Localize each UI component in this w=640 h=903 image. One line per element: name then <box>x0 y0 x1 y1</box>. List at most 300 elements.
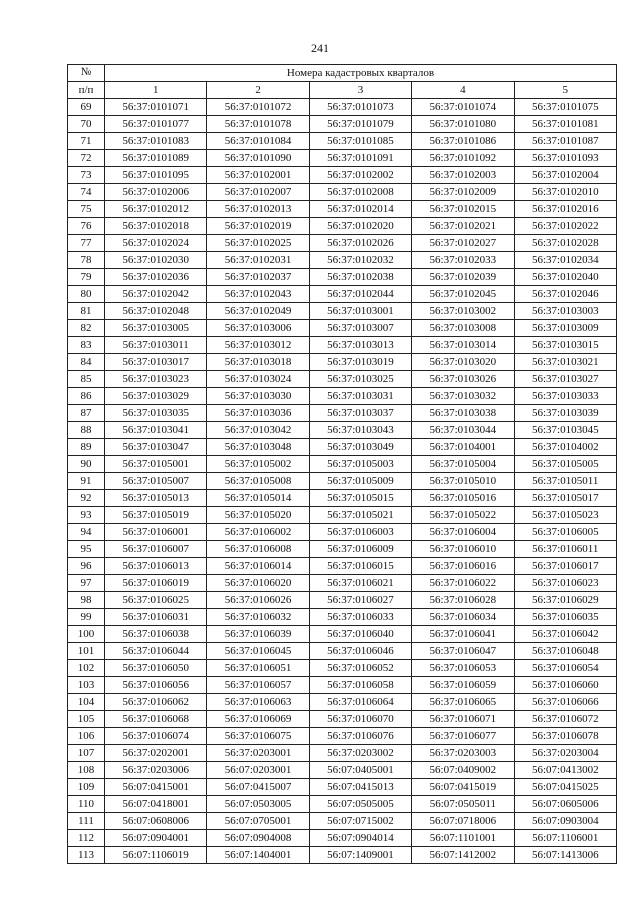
row-number-cell: 70 <box>68 116 105 133</box>
table-row <box>68 422 617 439</box>
cadastral-number-cell: 56:37:0106023 <box>514 575 616 592</box>
cadastral-number-cell: 56:37:0106015 <box>309 558 411 575</box>
cadastral-number-cell: 56:07:0418001 <box>105 796 207 813</box>
cadastral-number-cell: 56:37:0106032 <box>207 609 309 626</box>
cadastral-number-cell: 56:37:0102018 <box>105 218 207 235</box>
row-number-cell: 103 <box>68 677 105 694</box>
cadastral-number-cell: 56:37:0102004 <box>514 167 616 184</box>
row-number-cell: 107 <box>68 745 105 762</box>
cadastral-number-cell: 56:37:0102046 <box>514 286 616 303</box>
cadastral-number-cell: 56:37:0106001 <box>105 524 207 541</box>
cadastral-number-cell: 56:37:0103048 <box>207 439 309 456</box>
header-title: Номера кадастровых кварталов <box>105 65 617 82</box>
table-row <box>68 626 617 643</box>
cadastral-number-cell: 56:37:0106008 <box>207 541 309 558</box>
cadastral-number-cell: 56:37:0106028 <box>412 592 514 609</box>
cadastral-number-cell: 56:37:0106040 <box>309 626 411 643</box>
cadastral-number-cell: 56:37:0103037 <box>309 405 411 422</box>
cadastral-number-cell: 56:37:0106063 <box>207 694 309 711</box>
cadastral-number-cell: 56:37:0102002 <box>309 167 411 184</box>
cadastral-number-cell: 56:37:0102030 <box>105 252 207 269</box>
cadastral-number-cell: 56:37:0103009 <box>514 320 616 337</box>
cadastral-number-cell: 56:37:0101084 <box>207 133 309 150</box>
cadastral-number-cell: 56:37:0101072 <box>207 99 309 116</box>
table-row <box>68 320 617 337</box>
cadastral-number-cell: 56:37:0105008 <box>207 473 309 490</box>
table-row <box>68 303 617 320</box>
row-number-cell: 95 <box>68 541 105 558</box>
cadastral-number-cell: 56:37:0106070 <box>309 711 411 728</box>
cadastral-number-cell: 56:37:0103023 <box>105 371 207 388</box>
cadastral-number-cell: 56:37:0106058 <box>309 677 411 694</box>
row-number-cell: 76 <box>68 218 105 235</box>
cadastral-number-cell: 56:37:0103043 <box>309 422 411 439</box>
cadastral-number-cell: 56:37:0106051 <box>207 660 309 677</box>
table-row <box>68 99 617 116</box>
cadastral-number-cell: 56:37:0106047 <box>412 643 514 660</box>
cadastral-number-cell: 56:37:0103001 <box>309 303 411 320</box>
cadastral-number-cell: 56:07:0505011 <box>412 796 514 813</box>
cadastral-number-cell: 56:07:1106019 <box>105 847 207 864</box>
header-row-columns <box>68 82 617 99</box>
table-row <box>68 456 617 473</box>
cadastral-number-cell: 56:37:0102039 <box>412 269 514 286</box>
cadastral-number-cell: 56:37:0103047 <box>105 439 207 456</box>
table-row <box>68 235 617 252</box>
cadastral-number-cell: 56:37:0102024 <box>105 235 207 252</box>
row-number-cell: 113 <box>68 847 105 864</box>
cadastral-number-cell: 56:37:0106010 <box>412 541 514 558</box>
cadastral-number-cell: 56:37:0106009 <box>309 541 411 558</box>
cadastral-number-cell: 56:37:0102006 <box>105 184 207 201</box>
cadastral-number-cell: 56:37:0106021 <box>309 575 411 592</box>
cadastral-number-cell: 56:37:0103021 <box>514 354 616 371</box>
cadastral-number-cell: 56:37:0102043 <box>207 286 309 303</box>
cadastral-number-cell: 56:37:0106064 <box>309 694 411 711</box>
row-number-cell: 99 <box>68 609 105 626</box>
cadastral-number-cell: 56:37:0103012 <box>207 337 309 354</box>
table-row <box>68 762 617 779</box>
cadastral-number-cell: 56:37:0102031 <box>207 252 309 269</box>
row-number-cell: 90 <box>68 456 105 473</box>
cadastral-number-cell: 56:07:0415001 <box>105 779 207 796</box>
cadastral-number-cell: 56:37:0106035 <box>514 609 616 626</box>
cadastral-number-cell: 56:37:0106052 <box>309 660 411 677</box>
table-row <box>68 252 617 269</box>
cadastral-number-cell: 56:37:0102049 <box>207 303 309 320</box>
cadastral-number-cell: 56:07:0405001 <box>309 762 411 779</box>
row-number-cell: 77 <box>68 235 105 252</box>
cadastral-number-cell: 56:07:1106001 <box>514 830 616 847</box>
table-row <box>68 439 617 456</box>
row-number-cell: 108 <box>68 762 105 779</box>
row-number-cell: 92 <box>68 490 105 507</box>
row-number-cell: 84 <box>68 354 105 371</box>
cadastral-number-cell: 56:37:0105019 <box>105 507 207 524</box>
header-column-4: 4 <box>412 82 514 99</box>
cadastral-number-cell: 56:37:0106054 <box>514 660 616 677</box>
header-column-3: 3 <box>309 82 411 99</box>
table-row <box>68 473 617 490</box>
cadastral-number-cell: 56:37:0105017 <box>514 490 616 507</box>
cadastral-number-cell: 56:37:0105009 <box>309 473 411 490</box>
row-number-cell: 97 <box>68 575 105 592</box>
cadastral-number-cell: 56:37:0103013 <box>309 337 411 354</box>
cadastral-number-cell: 56:37:0105014 <box>207 490 309 507</box>
table-row <box>68 388 617 405</box>
header-column-5: 5 <box>514 82 616 99</box>
cadastral-number-cell: 56:37:0102028 <box>514 235 616 252</box>
cadastral-number-cell: 56:37:0103029 <box>105 388 207 405</box>
cadastral-number-cell: 56:37:0203004 <box>514 745 616 762</box>
cadastral-number-cell: 56:37:0106029 <box>514 592 616 609</box>
table-row <box>68 218 617 235</box>
table-row <box>68 337 617 354</box>
row-number-cell: 104 <box>68 694 105 711</box>
cadastral-number-cell: 56:37:0106003 <box>309 524 411 541</box>
cadastral-number-cell: 56:37:0203002 <box>309 745 411 762</box>
cadastral-number-cell: 56:37:0103025 <box>309 371 411 388</box>
cadastral-number-cell: 56:07:0718006 <box>412 813 514 830</box>
cadastral-number-cell: 56:37:0106077 <box>412 728 514 745</box>
row-number-cell: 109 <box>68 779 105 796</box>
table-row <box>68 711 617 728</box>
cadastral-number-cell: 56:37:0103030 <box>207 388 309 405</box>
cadastral-number-cell: 56:07:0505005 <box>309 796 411 813</box>
cadastral-number-cell: 56:37:0103020 <box>412 354 514 371</box>
table-row <box>68 558 617 575</box>
cadastral-number-cell: 56:37:0103038 <box>412 405 514 422</box>
cadastral-number-cell: 56:07:1412002 <box>412 847 514 864</box>
row-number-cell: 75 <box>68 201 105 218</box>
cadastral-number-cell: 56:37:0106059 <box>412 677 514 694</box>
table-row <box>68 694 617 711</box>
cadastral-number-cell: 56:07:0605006 <box>514 796 616 813</box>
cadastral-number-cell: 56:37:0106005 <box>514 524 616 541</box>
cadastral-number-cell: 56:37:0104002 <box>514 439 616 456</box>
cadastral-number-cell: 56:37:0101087 <box>514 133 616 150</box>
cadastral-number-cell: 56:37:0102033 <box>412 252 514 269</box>
cadastral-number-cell: 56:37:0103049 <box>309 439 411 456</box>
cadastral-number-cell: 56:37:0203006 <box>105 762 207 779</box>
cadastral-number-cell: 56:07:0415019 <box>412 779 514 796</box>
cadastral-number-cell: 56:37:0106038 <box>105 626 207 643</box>
cadastral-number-cell: 56:37:0103044 <box>412 422 514 439</box>
cadastral-number-cell: 56:37:0101081 <box>514 116 616 133</box>
cadastral-number-cell: 56:37:0103015 <box>514 337 616 354</box>
cadastral-number-cell: 56:37:0106053 <box>412 660 514 677</box>
cadastral-number-cell: 56:37:0102036 <box>105 269 207 286</box>
cadastral-number-cell: 56:37:0102003 <box>412 167 514 184</box>
cadastral-number-cell: 56:37:0106026 <box>207 592 309 609</box>
cadastral-number-cell: 56:07:0904008 <box>207 830 309 847</box>
cadastral-number-cell: 56:37:0106020 <box>207 575 309 592</box>
cadastral-number-cell: 56:37:0103006 <box>207 320 309 337</box>
cadastral-number-cell: 56:37:0106045 <box>207 643 309 660</box>
cadastral-number-cell: 56:07:0415013 <box>309 779 411 796</box>
cadastral-number-cell: 56:37:0102007 <box>207 184 309 201</box>
row-number-cell: 83 <box>68 337 105 354</box>
row-number-cell: 101 <box>68 643 105 660</box>
cadastral-number-cell: 56:37:0105020 <box>207 507 309 524</box>
cadastral-number-cell: 56:37:0103017 <box>105 354 207 371</box>
cadastral-number-cell: 56:07:0415007 <box>207 779 309 796</box>
table-row <box>68 150 617 167</box>
cadastral-number-cell: 56:07:1413006 <box>514 847 616 864</box>
table-header <box>68 65 617 99</box>
cadastral-number-cell: 56:37:0103007 <box>309 320 411 337</box>
cadastral-number-cell: 56:37:0106011 <box>514 541 616 558</box>
cadastral-number-cell: 56:37:0105005 <box>514 456 616 473</box>
cadastral-number-cell: 56:37:0105002 <box>207 456 309 473</box>
cadastral-number-cell: 56:37:0106050 <box>105 660 207 677</box>
table-row <box>68 779 617 796</box>
cadastral-number-cell: 56:37:0102015 <box>412 201 514 218</box>
header-number-symbol: № <box>68 65 105 82</box>
cadastral-number-cell: 56:07:0705001 <box>207 813 309 830</box>
cadastral-number-cell: 56:37:0105016 <box>412 490 514 507</box>
cadastral-number-cell: 56:37:0106062 <box>105 694 207 711</box>
cadastral-number-cell: 56:37:0106071 <box>412 711 514 728</box>
cadastral-number-cell: 56:37:0102010 <box>514 184 616 201</box>
table-row <box>68 354 617 371</box>
table-row <box>68 660 617 677</box>
cadastral-number-cell: 56:37:0102016 <box>514 201 616 218</box>
cadastral-number-cell: 56:37:0102038 <box>309 269 411 286</box>
cadastral-number-cell: 56:37:0103003 <box>514 303 616 320</box>
cadastral-number-cell: 56:37:0106065 <box>412 694 514 711</box>
row-number-cell: 111 <box>68 813 105 830</box>
cadastral-number-cell: 56:37:0106046 <box>309 643 411 660</box>
cadastral-number-cell: 56:37:0202001 <box>105 745 207 762</box>
cadastral-number-cell: 56:37:0101092 <box>412 150 514 167</box>
header-column-1: 1 <box>105 82 207 99</box>
cadastral-number-cell: 56:37:0102040 <box>514 269 616 286</box>
cadastral-number-cell: 56:37:0103027 <box>514 371 616 388</box>
cadastral-number-cell: 56:37:0105007 <box>105 473 207 490</box>
cadastral-number-cell: 56:37:0102025 <box>207 235 309 252</box>
cadastral-number-cell: 56:37:0101085 <box>309 133 411 150</box>
cadastral-number-cell: 56:37:0101095 <box>105 167 207 184</box>
table-row <box>68 507 617 524</box>
cadastral-number-cell: 56:37:0101093 <box>514 150 616 167</box>
table-row <box>68 541 617 558</box>
cadastral-number-cell: 56:37:0103033 <box>514 388 616 405</box>
row-number-cell: 106 <box>68 728 105 745</box>
cadastral-number-cell: 56:37:0103045 <box>514 422 616 439</box>
cadastral-number-cell: 56:37:0103039 <box>514 405 616 422</box>
row-number-cell: 71 <box>68 133 105 150</box>
row-number-cell: 102 <box>68 660 105 677</box>
cadastral-number-cell: 56:37:0101091 <box>309 150 411 167</box>
cadastral-number-cell: 56:37:0106041 <box>412 626 514 643</box>
page-number: 241 <box>311 41 329 55</box>
table-row <box>68 167 617 184</box>
cadastral-number-cell: 56:07:1404001 <box>207 847 309 864</box>
cadastral-number-cell: 56:37:0103035 <box>105 405 207 422</box>
cadastral-number-cell: 56:37:0106057 <box>207 677 309 694</box>
cadastral-number-cell: 56:37:0106004 <box>412 524 514 541</box>
cadastral-number-cell: 56:37:0106072 <box>514 711 616 728</box>
cadastral-number-cell: 56:37:0105001 <box>105 456 207 473</box>
cadastral-number-cell: 56:37:0101080 <box>412 116 514 133</box>
cadastral-number-cell: 56:37:0106014 <box>207 558 309 575</box>
table-row <box>68 592 617 609</box>
table-row <box>68 728 617 745</box>
row-number-cell: 88 <box>68 422 105 439</box>
cadastral-number-cell: 56:37:0102008 <box>309 184 411 201</box>
cadastral-number-cell: 56:37:0103005 <box>105 320 207 337</box>
cadastral-number-cell: 56:37:0106068 <box>105 711 207 728</box>
cadastral-number-cell: 56:07:0203001 <box>207 762 309 779</box>
cadastral-number-cell: 56:37:0106060 <box>514 677 616 694</box>
cadastral-number-cell: 56:37:0103014 <box>412 337 514 354</box>
cadastral-number-cell: 56:37:0104001 <box>412 439 514 456</box>
cadastral-number-cell: 56:37:0106044 <box>105 643 207 660</box>
cadastral-number-cell: 56:37:0101090 <box>207 150 309 167</box>
cadastral-number-cell: 56:37:0101077 <box>105 116 207 133</box>
table-row <box>68 184 617 201</box>
cadastral-quarters-table <box>67 64 617 864</box>
cadastral-number-cell: 56:37:0101078 <box>207 116 309 133</box>
cadastral-number-cell: 56:37:0106076 <box>309 728 411 745</box>
cadastral-number-cell: 56:37:0103019 <box>309 354 411 371</box>
cadastral-number-cell: 56:37:0102037 <box>207 269 309 286</box>
cadastral-number-cell: 56:37:0102009 <box>412 184 514 201</box>
cadastral-number-cell: 56:37:0102045 <box>412 286 514 303</box>
row-number-cell: 105 <box>68 711 105 728</box>
cadastral-number-cell: 56:37:0106027 <box>309 592 411 609</box>
row-number-cell: 96 <box>68 558 105 575</box>
cadastral-number-cell: 56:37:0106016 <box>412 558 514 575</box>
cadastral-number-cell: 56:37:0102001 <box>207 167 309 184</box>
cadastral-number-cell: 56:37:0103036 <box>207 405 309 422</box>
cadastral-number-cell: 56:37:0106002 <box>207 524 309 541</box>
cadastral-number-cell: 56:37:0106034 <box>412 609 514 626</box>
cadastral-number-cell: 56:37:0106074 <box>105 728 207 745</box>
cadastral-number-cell: 56:07:0903004 <box>514 813 616 830</box>
cadastral-number-cell: 56:37:0101075 <box>514 99 616 116</box>
cadastral-number-cell: 56:37:0102013 <box>207 201 309 218</box>
cadastral-number-cell: 56:37:0103002 <box>412 303 514 320</box>
cadastral-number-cell: 56:37:0103031 <box>309 388 411 405</box>
cadastral-number-cell: 56:37:0105021 <box>309 507 411 524</box>
row-number-cell: 69 <box>68 99 105 116</box>
cadastral-number-cell: 56:07:0415025 <box>514 779 616 796</box>
cadastral-number-cell: 56:37:0105011 <box>514 473 616 490</box>
cadastral-number-cell: 56:37:0102027 <box>412 235 514 252</box>
cadastral-number-cell: 56:37:0106025 <box>105 592 207 609</box>
cadastral-number-cell: 56:37:0101074 <box>412 99 514 116</box>
row-number-cell: 80 <box>68 286 105 303</box>
cadastral-number-cell: 56:37:0105013 <box>105 490 207 507</box>
cadastral-number-cell: 56:37:0106033 <box>309 609 411 626</box>
row-number-cell: 85 <box>68 371 105 388</box>
cadastral-number-cell: 56:37:0102042 <box>105 286 207 303</box>
cadastral-number-cell: 56:37:0106042 <box>514 626 616 643</box>
table-row <box>68 405 617 422</box>
cadastral-number-cell: 56:37:0106078 <box>514 728 616 745</box>
cadastral-number-cell: 56:37:0101086 <box>412 133 514 150</box>
cadastral-number-cell: 56:37:0101073 <box>309 99 411 116</box>
cadastral-number-cell: 56:07:1101001 <box>412 830 514 847</box>
row-number-cell: 79 <box>68 269 105 286</box>
table-row <box>68 133 617 150</box>
cadastral-number-cell: 56:37:0105015 <box>309 490 411 507</box>
cadastral-number-cell: 56:07:0503005 <box>207 796 309 813</box>
cadastral-number-cell: 56:37:0103026 <box>412 371 514 388</box>
cadastral-number-cell: 56:37:0203003 <box>412 745 514 762</box>
cadastral-number-cell: 56:37:0103011 <box>105 337 207 354</box>
table-row <box>68 371 617 388</box>
cadastral-number-cell: 56:07:0608006 <box>105 813 207 830</box>
row-number-cell: 74 <box>68 184 105 201</box>
cadastral-number-cell: 56:37:0103041 <box>105 422 207 439</box>
cadastral-number-cell: 56:37:0101079 <box>309 116 411 133</box>
cadastral-number-cell: 56:07:0904014 <box>309 830 411 847</box>
table-body <box>68 99 617 864</box>
table-row <box>68 643 617 660</box>
cadastral-number-cell: 56:37:0105004 <box>412 456 514 473</box>
table-row <box>68 830 617 847</box>
cadastral-number-cell: 56:37:0103024 <box>207 371 309 388</box>
row-number-cell: 93 <box>68 507 105 524</box>
table-row <box>68 677 617 694</box>
cadastral-number-cell: 56:37:0101089 <box>105 150 207 167</box>
cadastral-number-cell: 56:37:0106039 <box>207 626 309 643</box>
row-number-cell: 73 <box>68 167 105 184</box>
table-row <box>68 269 617 286</box>
row-number-cell: 87 <box>68 405 105 422</box>
row-number-cell: 98 <box>68 592 105 609</box>
header-number-sub: п/п <box>68 82 105 99</box>
cadastral-number-cell: 56:37:0102032 <box>309 252 411 269</box>
cadastral-number-cell: 56:37:0106022 <box>412 575 514 592</box>
row-number-cell: 86 <box>68 388 105 405</box>
cadastral-number-cell: 56:37:0103008 <box>412 320 514 337</box>
row-number-cell: 112 <box>68 830 105 847</box>
row-number-cell: 100 <box>68 626 105 643</box>
table-row <box>68 286 617 303</box>
table-row <box>68 813 617 830</box>
row-number-cell: 78 <box>68 252 105 269</box>
cadastral-number-cell: 56:37:0101071 <box>105 99 207 116</box>
cadastral-number-cell: 56:37:0102034 <box>514 252 616 269</box>
row-number-cell: 72 <box>68 150 105 167</box>
cadastral-number-cell: 56:07:0715002 <box>309 813 411 830</box>
table-row <box>68 609 617 626</box>
cadastral-number-cell: 56:37:0203001 <box>207 745 309 762</box>
cadastral-number-cell: 56:37:0105022 <box>412 507 514 524</box>
cadastral-number-cell: 56:07:0904001 <box>105 830 207 847</box>
cadastral-number-cell: 56:37:0106017 <box>514 558 616 575</box>
cadastral-number-cell: 56:37:0102021 <box>412 218 514 235</box>
table-row <box>68 745 617 762</box>
cadastral-number-cell: 56:37:0103018 <box>207 354 309 371</box>
cadastral-number-cell: 56:37:0102022 <box>514 218 616 235</box>
row-number-cell: 110 <box>68 796 105 813</box>
cadastral-number-cell: 56:37:0106007 <box>105 541 207 558</box>
header-column-2: 2 <box>207 82 309 99</box>
table-row <box>68 201 617 218</box>
cadastral-number-cell: 56:37:0105023 <box>514 507 616 524</box>
cadastral-number-cell: 56:37:0102026 <box>309 235 411 252</box>
cadastral-number-cell: 56:37:0106056 <box>105 677 207 694</box>
table-row <box>68 847 617 864</box>
cadastral-number-cell: 56:37:0102048 <box>105 303 207 320</box>
row-number-cell: 91 <box>68 473 105 490</box>
cadastral-number-cell: 56:37:0106066 <box>514 694 616 711</box>
